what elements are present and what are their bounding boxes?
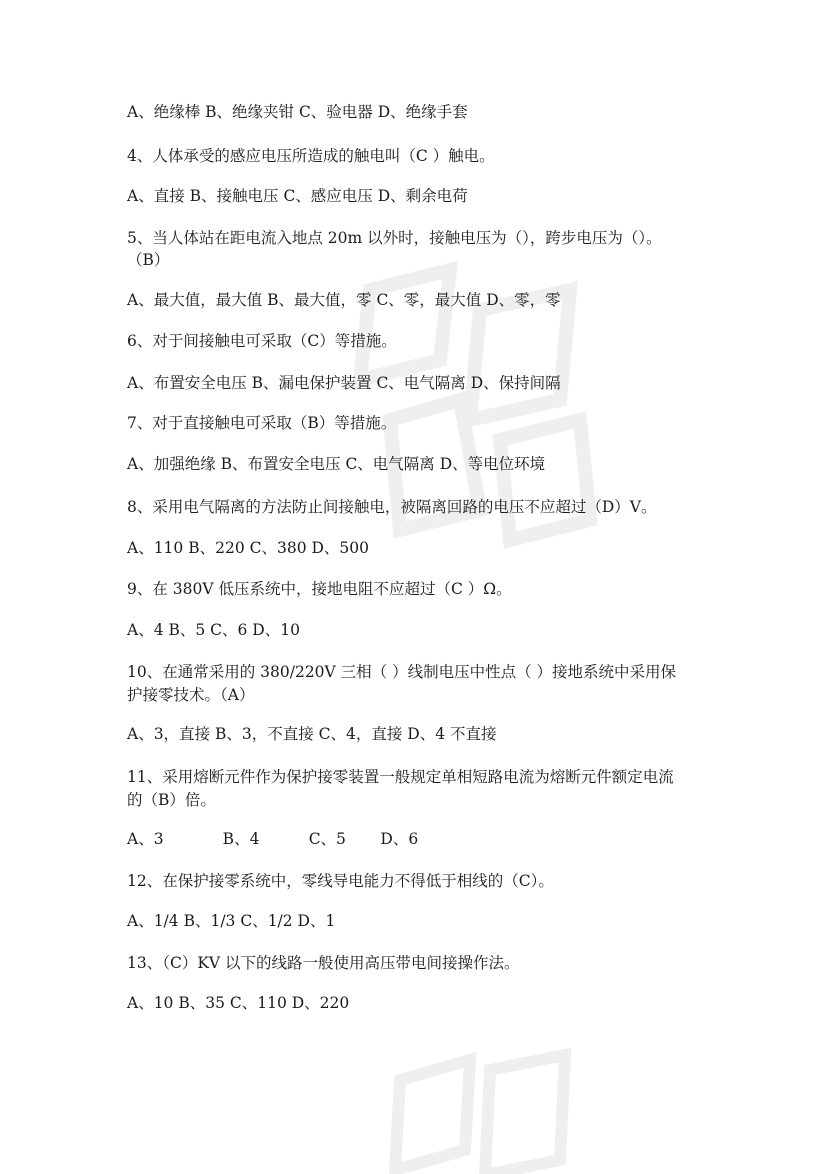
question-5-line1: 5、当人体站在距电流入地点 20m 以外时，接触电压为（），跨步电压为（）。 bbox=[127, 229, 662, 247]
question-10-line1: 10、在通常采用的 380/220V 三相（ ）线制电压中性点（ ）接地系统中采用保 bbox=[127, 663, 677, 681]
options-q9: A、4 B、5 C、6 D、10 bbox=[127, 621, 300, 639]
question-9: 9、在 380V 低压系统中，接地电阻不应超过（C ）Ω。 bbox=[127, 580, 512, 598]
options-q4: A、直接 B、接触电压 C、感应电压 D、剩余电荷 bbox=[127, 187, 468, 205]
options-q10: A、3，直接 B、3，不直接 C、4，直接 D、4 不直接 bbox=[127, 725, 497, 743]
question-8: 8、采用电气隔离的方法防止间接触电，被隔离回路的电压不应超过（D）V。 bbox=[127, 498, 657, 516]
options-q13: A、10 B、35 C、110 D、220 bbox=[127, 994, 350, 1012]
watermark-logo-bottom bbox=[380, 1040, 580, 1174]
options-q12: A、1/4 B、1/3 C、1/2 D、1 bbox=[127, 912, 336, 930]
question-6: 6、对于间接触电可采取（C）等措施。 bbox=[127, 332, 397, 350]
question-10-line2: 护接零技术。（A） bbox=[127, 686, 255, 704]
question-13: 13、（C）KV 以下的线路一般使用高压带电间接操作法。 bbox=[127, 954, 520, 972]
question-12: 12、在保护接零系统中，零线导电能力不得低于相线的（C）。 bbox=[127, 872, 554, 890]
options-q6: A、布置安全电压 B、漏电保护装置 C、电气隔离 D、保持间隔 bbox=[127, 374, 561, 392]
options-q3: A、绝缘棒 B、绝缘夹钳 C、验电器 D、绝缘手套 bbox=[127, 103, 468, 121]
question-11-line2: 的（B）倍。 bbox=[127, 791, 216, 809]
question-5-line2: （B） bbox=[127, 251, 170, 269]
options-q8: A、110 B、220 C、380 D、500 bbox=[127, 539, 369, 557]
options-q11: A、3 B、4 C、5 D、6 bbox=[127, 830, 419, 848]
options-q5: A、最大值，最大值 B、最大值，零 C、零，最大值 D、零，零 bbox=[127, 291, 561, 309]
question-11-line1: 11、采用熔断元件作为保护接零装置一般规定单相短路电流为熔断元件额定电流 bbox=[127, 768, 674, 786]
question-7: 7、对于直接触电可采取（B）等措施。 bbox=[127, 414, 397, 432]
question-4: 4、人体承受的感应电压所造成的触电叫（C ）触电。 bbox=[127, 147, 495, 165]
options-q7: A、加强绝缘 B、布置安全电压 C、电气隔离 D、等电位环境 bbox=[127, 455, 546, 473]
